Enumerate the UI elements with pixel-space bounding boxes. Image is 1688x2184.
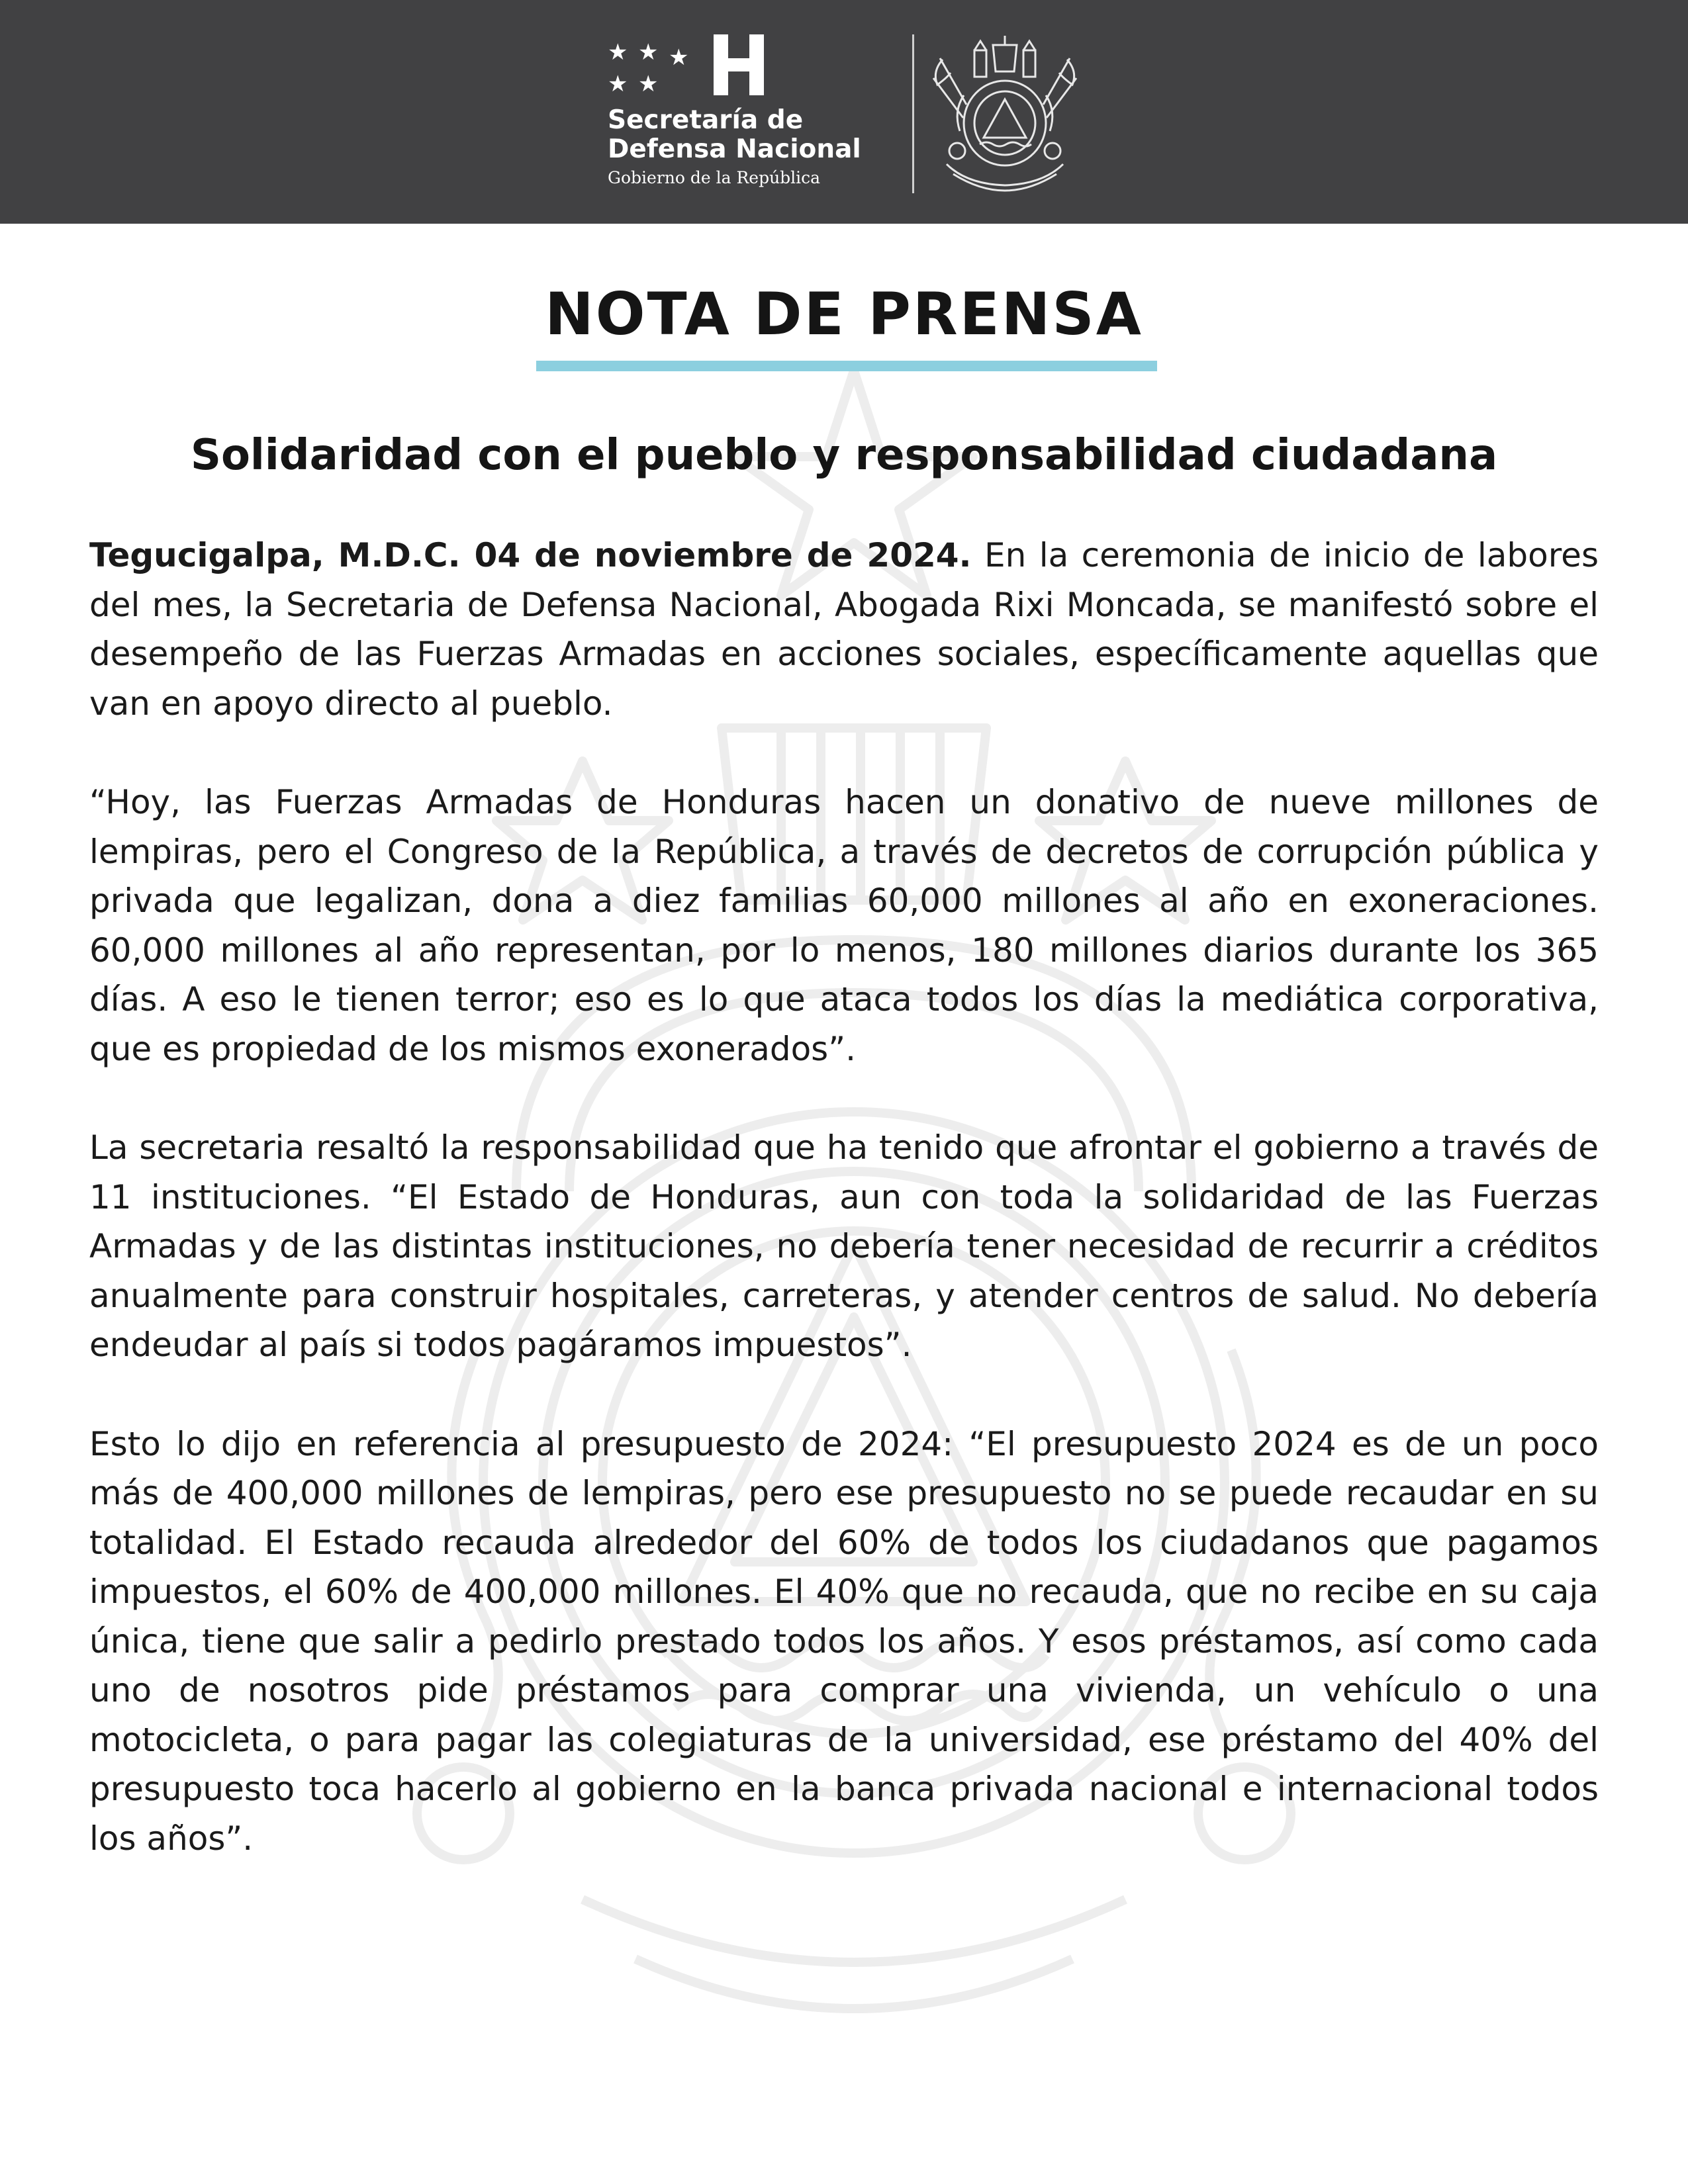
press-body — [89, 531, 1599, 1913]
paragraph-1-text: En la ceremonia de inicio de labores del mes, la Secretaria de Defensa Nacional, Abogada Rixi Moncada, se manifestó sobre el desempeño de las Fuerzas Armadas en acciones sociales, específicamente aquellas que van en apoyo directo al pueblo. — [89, 536, 1599, 723]
sedena-logo — [608, 38, 919, 191]
honduras-coat-of-arms-icon — [927, 32, 1083, 195]
title-underline — [536, 361, 1157, 371]
header-bar — [0, 0, 1688, 224]
paragraph-4: Esto lo dijo en referencia al presupuesto de 2024: “El presupuesto 2024 es de un poco más de 400,000 millones de lempiras, pero ese presupuesto no se puede recaudar en su totalidad. El Estado recauda alrededor del 60% de todos los ciudadanos que pagamos impuestos, el 60% de 400,000 millones. El 40% que no recauda, que no recibe en su caja única, tiene que salir a pedirlo prestado todos los años. Y esos préstamos, así como cada uno de nosotros pide préstamos para comprar una vivienda, un vehículo o una motocicleta, o para pagar las colegiaturas de la universidad, ese préstamo del 40% del presupuesto toca hacerlo al gobierno en la banca privada nacional e internacional todos los años”. — [89, 1424, 1599, 1858]
brand-name-line1: Secretaría de — [608, 105, 804, 135]
press-headline: Solidaridad con el pueblo y responsabilidad ciudadana — [190, 431, 1498, 480]
brand-subtitle: Gobierno de la República — [608, 168, 821, 187]
dateline: Tegucigalpa, M.D.C. 04 de noviembre de 2024. — [89, 536, 972, 574]
stars-icon: ★ ★ ★ ★ ★ — [608, 39, 689, 97]
paragraph-3: La secretaria resaltó la responsabilidad que ha tenido que afrontar el gobierno a través de 11 instituciones. “El Estado de Honduras, aun con toda la solidaridad de las Fuerzas Armadas y de las distintas instituciones, no debería tener necesidad de recurrir a créditos anualmente para construir hospitales, carreteras, y atender centros de salud. No debería endeudar al país si todos pagáramos impuestos”. — [89, 1128, 1599, 1364]
paragraph-1 — [89, 531, 1599, 728]
page-title: NOTA DE PRENSA — [545, 280, 1143, 348]
logo-divider — [912, 34, 914, 193]
brand-name-line2: Defensa Nacional — [608, 134, 861, 164]
paragraph-2: “Hoy, las Fuerzas Armadas de Honduras hacen un donativo de nueve millones de lempiras, pero el Congreso de la República, a través de decretos de corrupción pública y privada que legalizan, dona a diez familias 60,000 millones al año en exoneraciones. 60,000 millones al año representan, por lo menos, 180 millones diarios durante los 365 días. A eso le tienen terror; eso es lo que ataca todos los días la mediática corporativa, que es propiedad de los mismos exonerados”. — [89, 783, 1599, 1068]
h-stars-logo-icon — [712, 33, 765, 97]
